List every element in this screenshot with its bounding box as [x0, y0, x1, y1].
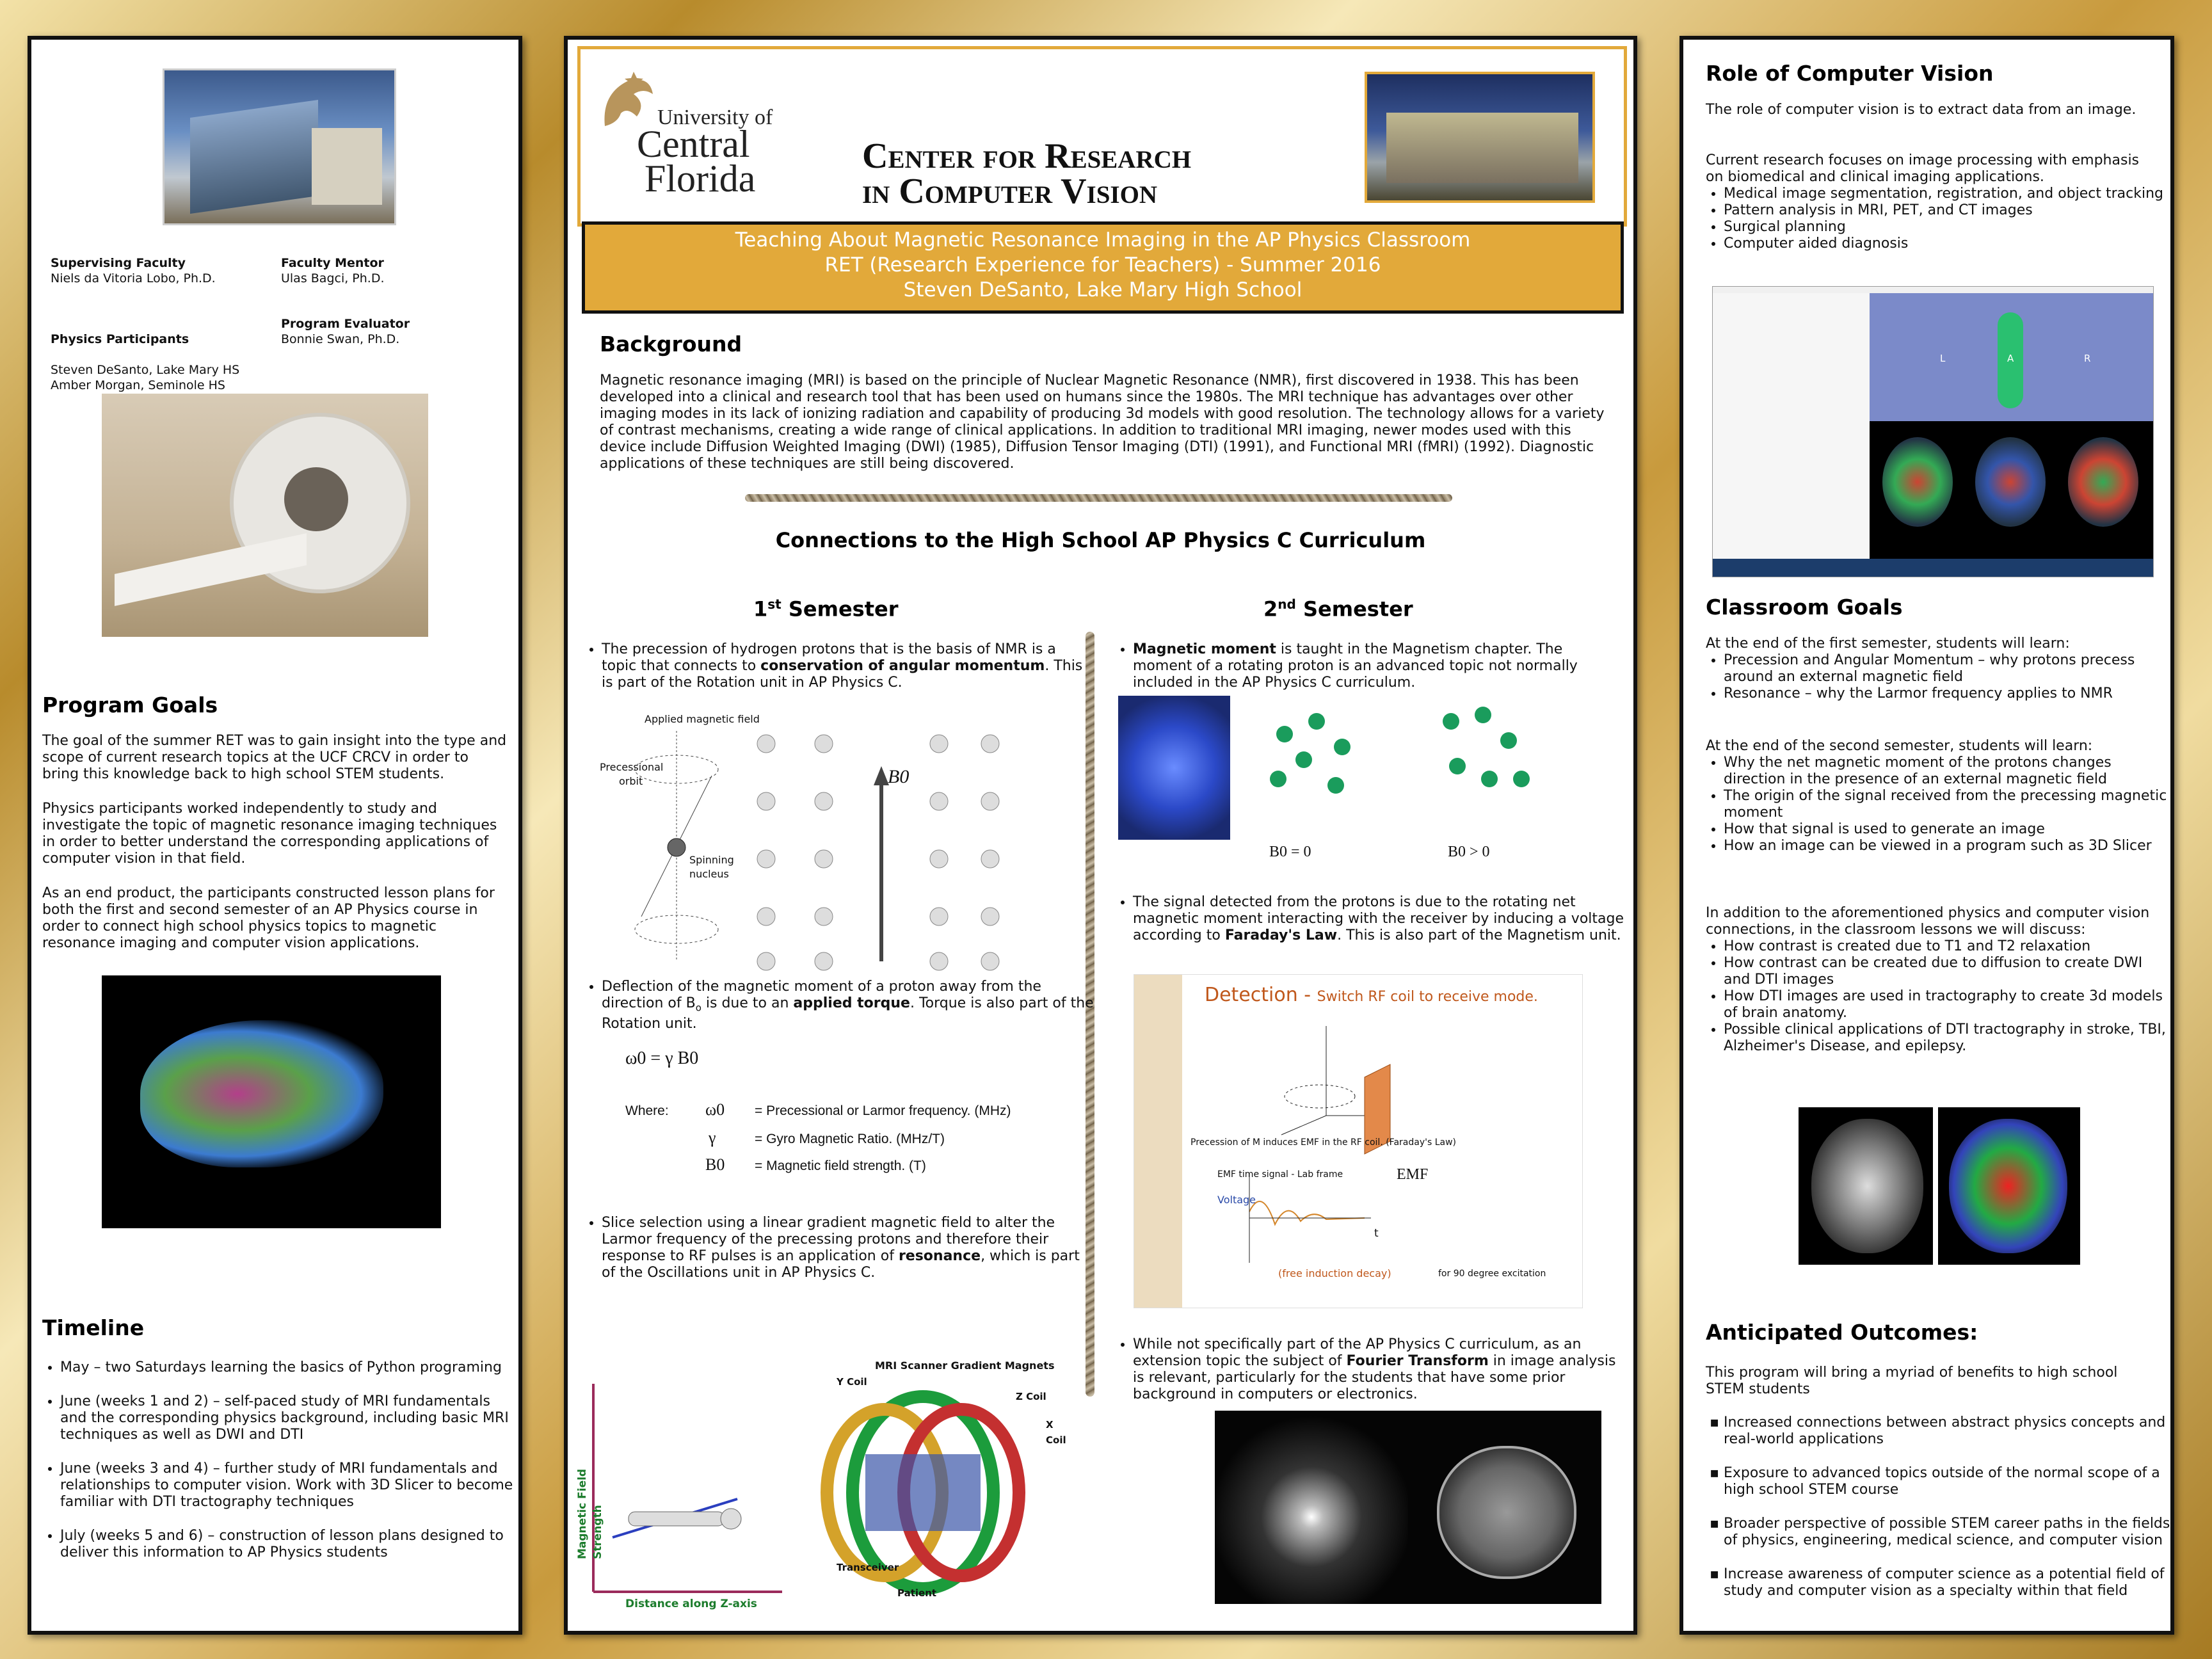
goals-paragraph-1: The goal of the summer RET was to gain insight into the type and scope of current research topics at the UCF CRCV in order to bring this knowledge back to high school STEM students.	[42, 733, 507, 782]
detection-side-bar	[1134, 975, 1182, 1308]
gradient-title: MRI Scanner Gradient Magnets	[875, 1359, 1055, 1372]
label-transceiver: Transceiver	[837, 1562, 899, 1573]
detection-title-text: Detection -	[1205, 984, 1317, 1006]
sem1-bullet-1	[584, 641, 1094, 691]
gradient-ylabel: Magnetic Field Strength	[576, 1468, 604, 1559]
outcomes-item: ▪ Broader perspective of possible STEM career paths in the fields of physics, engineering, medical science, and computer vision	[1724, 1516, 2172, 1549]
addition-list	[1706, 938, 2172, 1055]
timeline-item: • May – two Saturdays learning the basics of Python programing	[60, 1359, 521, 1376]
sem2-bullet-2	[1115, 894, 1626, 944]
slicer-taskbar	[1713, 559, 2154, 577]
precession-figure	[600, 705, 1061, 981]
poster-author: Steven DeSanto, Lake Mary High School	[903, 278, 1302, 301]
detection-excitation: for 90 degree excitation	[1438, 1269, 1546, 1279]
center-panel	[564, 36, 1637, 1635]
faculty-names: Steven DeSanto, Lake Mary HS Amber Morgan, Seminole HS	[51, 363, 240, 392]
cv-list-item: • Computer aided diagnosis	[1724, 236, 2172, 252]
keyword: Fourier Transform	[1346, 1353, 1489, 1369]
label-applied-field: Applied magnetic field	[645, 713, 760, 725]
text: The precession of hydrogen protons that is the basis of NMR is a topic that connects to	[602, 641, 1056, 674]
cv-list-item: • Surgical planning	[1724, 219, 2172, 236]
second-semester-intro: At the end of the second semester, students will learn:	[1706, 738, 2093, 754]
text: While not specifically part of the AP Physics C curriculum, as an extension topic the subject of	[1133, 1336, 1582, 1369]
crcv-building-photo	[1365, 72, 1595, 203]
larmor-desc: = Precessional or Larmor frequency. (MHz)	[755, 1103, 1011, 1118]
poster-title: Teaching About Magnetic Resonance Imaging in the AP Physics Classroom	[735, 228, 1471, 252]
kspace-image	[1215, 1411, 1408, 1604]
label-spinning: Spinning	[689, 854, 734, 866]
larmor-symbol: ω0	[705, 1100, 725, 1119]
gradient-axes	[577, 1358, 1077, 1614]
faculty-role: Faculty Mentor	[281, 256, 384, 270]
detection-fid: (free induction decay)	[1278, 1267, 1391, 1279]
outcomes-list	[1706, 1415, 2172, 1617]
timeline-list	[42, 1359, 521, 1578]
left-panel	[28, 36, 522, 1635]
right-panel	[1679, 36, 2174, 1635]
poster-title-box	[582, 221, 1624, 314]
cv-list-item: • Pattern analysis in MRI, PET, and CT images	[1724, 202, 2172, 219]
larmor-where: Where:	[625, 1103, 669, 1118]
text: Deflection of the magnetic moment of a proton away from the direction of B	[602, 979, 1041, 1011]
faculty-role: Supervising Faculty	[51, 256, 186, 270]
text: Slice selection using a linear gradient magnetic field to alter the Larmor frequency of the precessing protons and therefore their response to RF pulses is an application of	[602, 1215, 1055, 1264]
proton-spin-image	[1118, 696, 1230, 840]
ucf-name-line2: Central	[637, 123, 750, 165]
second-semester-item: • How that signal is used to generate an image	[1724, 821, 2172, 838]
first-semester-item: • Precession and Angular Momentum – why protons precess around an external magnetic field	[1724, 652, 2172, 685]
faculty-evaluator	[281, 316, 499, 347]
cv-list-item: • Medical image segmentation, registration, and object tracking	[1724, 186, 2172, 202]
cv-paragraph-1: The role of computer vision is to extract data from an image.	[1706, 102, 2136, 118]
label-b0-zero: B0 = 0	[1269, 844, 1311, 860]
label-patient: Patient	[897, 1587, 937, 1599]
rope-divider	[745, 494, 1452, 502]
outcomes-item: ▪ Increased connections between abstract physics concepts and real-world applications	[1724, 1415, 2172, 1448]
faculty-mentor	[281, 255, 499, 286]
larmor-equation: ω0 = γ B0	[625, 1048, 699, 1068]
addition-intro: In addition to the aforementioned physics and computer vision connections, in the classroom lessons we will discuss:	[1706, 905, 2150, 938]
faculty-names: Bonnie Swan, Ph.D.	[281, 332, 400, 346]
label-orbit: orbit	[619, 775, 643, 787]
slicer-label-l: L	[1940, 353, 1946, 364]
label-precessional: Precessional	[600, 761, 664, 773]
text: is due to an	[701, 995, 794, 1011]
label-z-coil: Z Coil	[1016, 1391, 1046, 1402]
sem1-title: 1st Semester	[753, 597, 899, 621]
larmor-desc: = Gyro Magnetic Ratio. (MHz/T)	[755, 1132, 945, 1146]
slicer-label-a: A	[2007, 353, 2014, 364]
first-semester-item: • Resonance – why the Larmor frequency applies to NMR	[1724, 685, 2172, 702]
cv-paragraph-2: Current research focuses on image processing with emphasis on biomedical and clinical imaging applications.	[1706, 152, 2140, 185]
label-b0: B0	[888, 766, 910, 787]
background-text: Magnetic resonance imaging (MRI) is based on the principle of Nuclear Magnetic Resonance (NMR), first discovered in 1938. This has been developed into a clinical and research tool that has been used on humans since the 1980s. The MRI technique has advantages over other imaging modes in its lack of ionizing radiation and capability of producing 3d models with good resolution. The technology allows for a variety of contrast mechanisms, creating a wide range of clinical applications. In addition to traditional MRI imaging, newer modes used with this device include Diffusion Weighted Imaging (DWI) (1985), Diffusion Tensor Imaging (DTI) (1991), and Functional MRI (fMRI) (1992). Diagnostic applications of these techniques are still being discovered.	[600, 373, 1605, 472]
keyword: applied torque	[793, 995, 910, 1011]
slicer-label-r: R	[2084, 353, 2091, 364]
detection-subtitle: Switch RF coil to receive mode.	[1317, 989, 1538, 1005]
crcv-title-line1: Center for Research	[862, 136, 1192, 176]
label-y-coil: Y Coil	[837, 1376, 867, 1388]
precession-diagram	[600, 705, 1061, 981]
addition-item: • How DTI images are used in tractography to create 3d models of brain anatomy.	[1724, 988, 2172, 1022]
slicer-control-panel	[1713, 293, 1870, 559]
cv-title: Role of Computer Vision	[1706, 61, 1994, 86]
text: . This is also part of the Magnetism unit.	[1337, 927, 1621, 943]
goals-title: Program Goals	[42, 693, 218, 717]
text: . Torque is also part of the Rotation unit.	[602, 995, 1094, 1032]
mri-scanner-photo	[102, 394, 428, 637]
text: is taught in the Magnetism chapter. The moment of a rotating proton is an advanced topic not normally included in the AP Physics C curriculum.	[1133, 641, 1578, 691]
detection-title	[1205, 984, 1538, 1006]
slicer-3d-view	[1870, 293, 2154, 421]
sem1-bullet-3	[584, 1215, 1094, 1281]
outcomes-item: ▪ Exposure to advanced topics outside of the normal scope of a high school STEM course	[1724, 1465, 2172, 1498]
gradient-figure	[577, 1358, 1077, 1614]
second-semester-list	[1706, 755, 2172, 854]
sem2-bullet-1	[1115, 641, 1626, 691]
larmor-desc: = Magnetic field strength. (T)	[755, 1158, 926, 1173]
classroom-title: Classroom Goals	[1706, 595, 1903, 620]
detection-voltage: Voltage	[1217, 1194, 1256, 1206]
text: in image analysis is relevant, particularly for the students that have some prior background in computers or electronics.	[1133, 1353, 1616, 1402]
timeline-item: • July (weeks 5 and 6) – construction of lesson plans designed to deliver this information to AP Physics students	[60, 1528, 521, 1561]
timeline-item: • June (weeks 1 and 2) – self-paced study of MRI fundamentals and the corresponding physics background, including basic MRI techniques as well as DWI and DTI	[60, 1393, 521, 1443]
magnetic-moment-figure	[1118, 696, 1617, 881]
second-semester-item: • Why the net magnetic moment of the protons changes direction in the presence of an external magnetic field	[1724, 755, 2172, 788]
outcomes-intro: This program will bring a myriad of benefits to high school STEM students	[1706, 1365, 2118, 1397]
mri-slice-image	[1408, 1411, 1601, 1604]
timeline-item: • June (weeks 3 and 4) – further study of MRI fundamentals and relationships to computer vision. Work with 3D Slicer to become familiar with DTI tractography techniques	[60, 1461, 521, 1511]
first-semester-intro: At the end of the first semester, students will learn:	[1706, 636, 2070, 652]
text: The signal detected from the protons is due to the rotating net magnetic moment interacting with the receiver by inducing a voltage according to	[1133, 894, 1624, 943]
keyword: conservation of angular momentum	[760, 658, 1045, 674]
larmor-symbol: B0	[705, 1155, 725, 1174]
cv-list	[1706, 186, 2172, 252]
ucf-name-line1: University of	[657, 106, 773, 129]
first-semester-list	[1706, 652, 2172, 702]
outcomes-item: ▪ Increase awareness of computer science as a potential field of study and computer vision as a specialty within that field	[1724, 1566, 2172, 1599]
faculty-supervising	[51, 255, 268, 286]
slicer-slice-views	[1870, 421, 2154, 559]
header-banner	[577, 46, 1627, 227]
label-nucleus: nucleus	[689, 868, 729, 880]
text: . This is part of the Rotation unit in AP Physics C.	[602, 658, 1083, 691]
faculty-role: Physics Participants	[51, 332, 189, 346]
text: , which is part of the Oscillations unit in AP Physics C.	[602, 1248, 1080, 1281]
larmor-symbol: γ	[709, 1128, 716, 1147]
goals-paragraph-3: As an end product, the participants constructed lesson plans for both the first and second semester of an AP Physics course in order to connect high school physics topics to magnetic resonance imaging and computer vision applications.	[42, 885, 495, 951]
second-semester-item: • The origin of the signal received from the precessing magnetic moment	[1724, 788, 2172, 821]
detection-figure	[1134, 974, 1583, 1308]
poster-subtitle: RET (Research Experience for Teachers) - Summer 2016	[824, 253, 1381, 276]
faculty-role: Program Evaluator	[281, 317, 410, 331]
faculty-names: Ulas Bagci, Ph.D.	[281, 271, 385, 285]
subscript: o	[695, 1002, 701, 1014]
addition-item: • How contrast can be created due to diffusion to create DWI and DTI images	[1724, 955, 2172, 988]
detection-t: t	[1374, 1227, 1379, 1240]
keyword: Faraday's Law	[1224, 927, 1338, 943]
detection-emf: EMF	[1397, 1166, 1429, 1183]
addition-item: • Possible clinical applications of DTI tractography in stroke, TBI, Alzheimer's Disease, and epilepsy.	[1724, 1022, 2172, 1055]
label-b0-positive: B0 > 0	[1448, 844, 1490, 860]
sem2-title: 2nd Semester	[1263, 597, 1413, 621]
second-semester-item: • How an image can be viewed in a program such as 3D Slicer	[1724, 838, 2172, 854]
keyword: Magnetic moment	[1133, 641, 1276, 657]
sem1-bullet-2	[584, 979, 1094, 1032]
gradient-xlabel: Distance along Z-axis	[625, 1598, 757, 1610]
dti-comparison-image	[1799, 1107, 2080, 1265]
timeline-title: Timeline	[42, 1315, 145, 1340]
larmor-figure	[606, 1048, 1054, 1217]
outcomes-title: Anticipated Outcomes:	[1706, 1320, 1978, 1345]
detection-emf-time: EMF time signal - Lab frame	[1217, 1169, 1343, 1180]
ucf-name-line3: Florida	[645, 157, 756, 200]
background-title: Background	[600, 332, 742, 357]
slicer-screenshot	[1712, 286, 2154, 577]
brain-tractography-image	[102, 975, 441, 1228]
faculty-names: Niels da Vitoria Lobo, Ph.D.	[51, 271, 216, 285]
connections-title: Connections to the High School AP Physics C Curriculum	[775, 528, 1426, 552]
label-x-coil: X Coil	[1046, 1419, 1066, 1446]
keyword: resonance	[898, 1248, 981, 1264]
crcv-title-line2: in Computer Vision	[862, 172, 1158, 211]
proton-moments-diagram	[1233, 696, 1617, 824]
sem2-bullet-3	[1115, 1336, 1626, 1403]
detection-precession: Precession of M induces EMF in the RF coil. (Faraday's Law)	[1190, 1137, 1457, 1148]
goals-paragraph-2: Physics participants worked independently to study and investigate the topic of magnetic resonance imaging techniques in order to better understand the corresponding applications of computer vision in that field.	[42, 801, 497, 867]
detection-coil-diagram	[1185, 1020, 1569, 1301]
ucf-building-photo	[163, 68, 396, 225]
addition-item: • How contrast is created due to T1 and T2 relaxation	[1724, 938, 2172, 955]
